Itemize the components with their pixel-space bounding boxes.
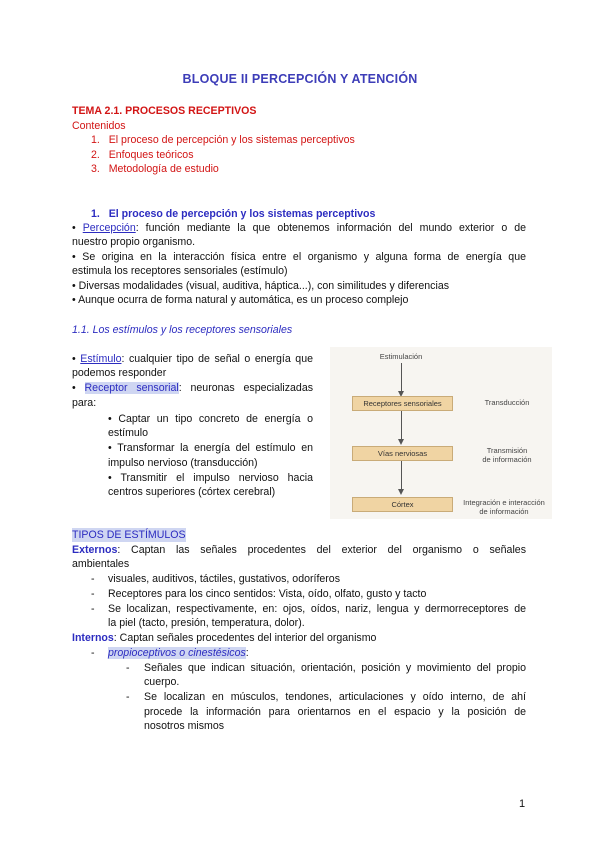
contenidos-item-text: Metodología de estudio <box>108 163 219 175</box>
list-dash: - <box>126 691 130 703</box>
diagram-top-label: Estimulación <box>379 352 423 361</box>
receptor-definition-text: : neuronas especializadas <box>178 382 314 394</box>
section1-bullet2-line1: • Se origina en la interacción física entre el organismo y alguna forma de energía que <box>72 251 526 263</box>
document-title: BLOQUE II PERCEPCIÓN Y ATENCIÓN <box>182 72 418 86</box>
section1-heading <box>91 207 375 221</box>
list-dash: - <box>91 647 95 659</box>
contenidos-item <box>91 148 194 162</box>
propio-heading <box>108 646 249 660</box>
contenidos-item-number: 2. <box>91 149 100 161</box>
internos-line <box>72 631 376 645</box>
section1-number: 1. <box>91 208 100 220</box>
externos-definition-text: : Captan las señales procedentes del exterior del organismo o señales <box>117 544 526 556</box>
propio-item: Se localizan en músculos, tendones, articulaciones y oído interno, de ahí <box>144 691 526 703</box>
section1-bullet3: • Diversas modalidades (visual, auditiva, háptica...), con similitudes y diferencias <box>72 280 450 292</box>
tipos-heading: TIPOS DE ESTÍMULOS <box>72 529 186 541</box>
internos-definition-text: : Captan señales procedentes del interior del organismo <box>113 632 377 644</box>
contenidos-item-number: 3. <box>91 163 100 175</box>
estimulo-line2: podemos responder <box>72 367 167 379</box>
propio-item-line2: cuerpo. <box>144 676 180 688</box>
section1-bullet4: • Aunque ocurra de forma natural y automática, es un proceso complejo <box>72 294 409 306</box>
propio-item: Señales que indican situación, orientación, posición y movimiento del propio <box>144 662 526 674</box>
estimulo-term: Estímulo <box>80 353 122 365</box>
contenidos-item <box>91 133 355 147</box>
diagram-side-label-transmision-l1: Transmisión <box>486 446 528 455</box>
contenidos-item-text: Enfoques teóricos <box>108 149 194 161</box>
receptor-term: Receptor sensorial <box>84 382 179 394</box>
estimulo-definition-text: : cualquier tipo de señal o energía que <box>121 353 313 365</box>
list-dash: - <box>91 588 95 600</box>
section1-title: El proceso de percepción y los sistemas perceptivos <box>108 208 376 220</box>
diagram-arrow-head <box>398 489 404 495</box>
percepcion-definition-text: : función mediante la que obtenemos información del mundo exterior o de <box>135 222 527 234</box>
list-dash: - <box>91 573 95 585</box>
diagram-arrow-line <box>401 461 402 491</box>
tema-heading: TEMA 2.1. PROCESOS RECEPTIVOS <box>72 105 257 117</box>
page-number: 1 <box>519 798 526 810</box>
externos-item: visuales, auditivos, táctiles, gustativos, odoríferos <box>108 573 340 585</box>
diagram-arrow-head <box>398 439 404 445</box>
diagram-side-label-integracion-l2: de información <box>479 507 529 516</box>
propio-term: propioceptivos o cinestésicos <box>108 647 246 659</box>
receptor-bullet-line2: impulso nervioso (transducción) <box>108 457 258 469</box>
diagram-side-label-transduccion: Transducción <box>484 398 530 407</box>
externos-line2: ambientales <box>72 558 130 570</box>
contenidos-item <box>91 162 219 176</box>
receptor-bullet-line1: • Transmitir el impulso nervioso hacia <box>108 472 313 484</box>
receptor-bullet-line2: centros superiores (córtex cerebral) <box>108 486 276 498</box>
diagram-arrow-line <box>401 363 402 393</box>
contenidos-item-number: 1. <box>91 134 100 146</box>
estimulo-line1: • Estímulo: cualquier tipo de señal o energía que <box>72 353 313 365</box>
diagram-box-cortex: Córtex <box>352 497 453 512</box>
list-dash: - <box>126 662 130 674</box>
receptor-bullet-line1: • Captar un tipo concreto de energía o <box>108 413 313 425</box>
propio-item-line2: procede la información para orientarnos en el espacio y la posición de <box>144 706 526 718</box>
percepcion-definition-line2: nuestro propio organismo. <box>72 236 196 248</box>
diagram-box-vias: Vías nerviosas <box>352 446 453 461</box>
receptor-bullet-line2: estímulo <box>108 427 149 439</box>
receptor-line1: • Receptor sensorial: neuronas especializadas <box>72 382 314 394</box>
contenidos-label: Contenidos <box>72 120 126 132</box>
propio-colon: : <box>245 647 249 659</box>
internos-term: Internos <box>72 632 114 644</box>
section11-heading: 1.1. Los estímulos y los receptores sensoriales <box>72 324 293 336</box>
perception-process-diagram <box>330 347 552 519</box>
externos-term: Externos <box>72 544 118 556</box>
diagram-arrow-line <box>401 411 402 441</box>
percepcion-term: Percepción <box>82 222 136 234</box>
externos-item: Se localizan, respectivamente, en: ojos, oídos, nariz, lengua y dermorreceptores de <box>108 603 526 615</box>
receptor-line2: para: <box>72 397 97 409</box>
externos-line1 <box>72 543 526 557</box>
diagram-side-label-integracion-l1: Integración e interacción <box>463 498 545 507</box>
diagram-side-label-transmision-l2: de información <box>482 455 532 464</box>
receptor-bullet-line1: • Transformar la energía del estímulo en <box>108 442 313 454</box>
externos-item-line2: la piel (tacto, presión, temperatura, dolor). <box>108 617 305 629</box>
propio-item-line3: nosotros mismos <box>144 720 225 732</box>
list-dash: - <box>91 603 95 615</box>
percepcion-definition-line1: • Percepción: función mediante la que obtenemos información del mundo exterior o de <box>72 222 527 234</box>
diagram-box-receptores: Receptores sensoriales <box>352 396 453 411</box>
section1-bullet2-line2: estimula los receptores sensoriales (estímulo) <box>72 265 288 277</box>
contenidos-item-text: El proceso de percepción y los sistemas perceptivos <box>108 134 355 146</box>
externos-item: Receptores para los cinco sentidos: Vista, oído, olfato, gusto y tacto <box>108 588 427 600</box>
